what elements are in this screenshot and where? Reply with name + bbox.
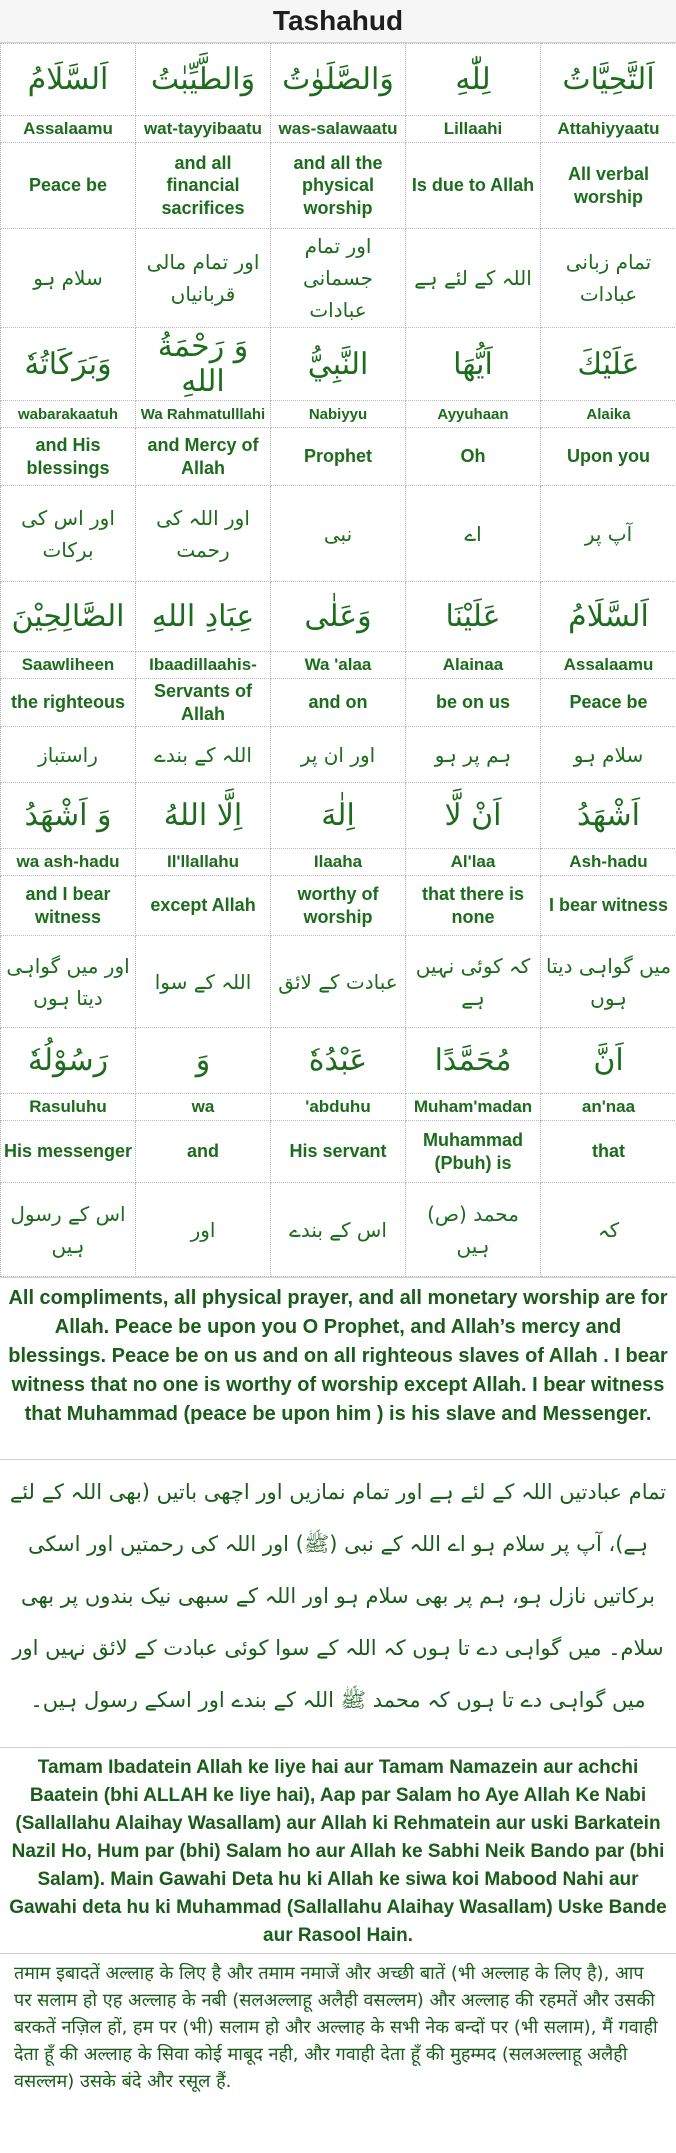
urdu-meaning: کہ	[541, 1183, 676, 1277]
transliteration-word: Ibaadillaahis-	[136, 652, 271, 679]
urdu-meaning: سلام ہو	[541, 727, 676, 783]
urdu-meaning: اور	[136, 1183, 271, 1277]
arabic-word: عَلَيْكَ	[541, 328, 676, 401]
english-meaning: Servants of Allah	[136, 679, 271, 727]
english-meaning: Muhammad (Pbuh) is	[406, 1121, 541, 1183]
arabic-row	[1, 44, 676, 116]
arabic-word: مُحَمَّدًا	[406, 1028, 541, 1094]
urdu-meaning: اور اس کی برکات	[1, 486, 136, 582]
arabic-word: رَسُوْلُهٗ	[1, 1028, 136, 1094]
arabic-word: وَ اَشْهَدُ	[1, 783, 136, 849]
english-row	[1, 679, 676, 727]
arabic-word: وَالطَّيِّبٰتُ	[136, 44, 271, 116]
transliteration-word: Attahiyyaatu	[541, 116, 676, 143]
arabic-row	[1, 582, 676, 652]
english-meaning: Is due to Allah	[406, 143, 541, 229]
urdu-meaning: اللہ کے بندے	[136, 727, 271, 783]
urdu-meaning: اس کے رسول ہیں	[1, 1183, 136, 1277]
english-translation: All compliments, all physical prayer, and all monetary worship are for Allah. Peace be upon you O Prophet, and Allah’s mercy and blessings. Peace be on us and on all righteous slaves of Allah . I bear witness that no one is worthy of worship except Allah. I bear witness that Muhammad (peace be upon him ) is his slave and Messenger.	[0, 1277, 676, 1459]
english-meaning: Prophet	[271, 428, 406, 486]
english-meaning: Upon you	[541, 428, 676, 486]
arabic-word: اَنْ لَّا	[406, 783, 541, 849]
transliteration-word: Muham'madan	[406, 1094, 541, 1121]
arabic-word: عَلَيْنَا	[406, 582, 541, 652]
translit-row	[1, 116, 676, 143]
arabic-row	[1, 328, 676, 401]
english-meaning: that there is none	[406, 876, 541, 936]
english-meaning: Oh	[406, 428, 541, 486]
urdu-meaning: تمام زبانی عبادات	[541, 229, 676, 328]
arabic-word: وَعَلٰى	[271, 582, 406, 652]
transliteration-word: wa	[136, 1094, 271, 1121]
english-meaning: and Mercy of Allah	[136, 428, 271, 486]
transliteration-word: Ilaaha	[271, 849, 406, 876]
transliteration-word: wat-tayyibaatu	[136, 116, 271, 143]
urdu-meaning: آپ پر	[541, 486, 676, 582]
transliteration-word: Alaika	[541, 401, 676, 428]
urdu-row	[1, 486, 676, 582]
english-meaning: All verbal worship	[541, 143, 676, 229]
translit-row	[1, 1094, 676, 1121]
arabic-word: الصَّالِحِيْنَ	[1, 582, 136, 652]
arabic-word: عِبَادِ اللهِ	[136, 582, 271, 652]
arabic-word: عَبْدُهٗ	[271, 1028, 406, 1094]
transliteration-word: Il'llallahu	[136, 849, 271, 876]
arabic-word: النَّبِيُّ	[271, 328, 406, 401]
english-meaning: and all the physical worship	[271, 143, 406, 229]
arabic-word: وَ	[136, 1028, 271, 1094]
english-meaning: that	[541, 1121, 676, 1183]
transliteration-word: was-salawaatu	[271, 116, 406, 143]
english-meaning: except Allah	[136, 876, 271, 936]
arabic-word: اَشْهَدُ	[541, 783, 676, 849]
urdu-meaning: اے	[406, 486, 541, 582]
arabic-word: اِلٰهَ	[271, 783, 406, 849]
urdu-meaning: اور تمام جسمانی عبادات	[271, 229, 406, 328]
urdu-meaning: میں گواہی دیتا ہوں	[541, 936, 676, 1028]
urdu-row	[1, 229, 676, 328]
english-meaning: Peace be	[1, 143, 136, 229]
transliteration-word: Al'laa	[406, 849, 541, 876]
urdu-meaning: اور میں گواہی دیتا ہوں	[1, 936, 136, 1028]
arabic-word: وَبَرَكَاتُهٗ	[1, 328, 136, 401]
urdu-meaning: عبادت کے لائق	[271, 936, 406, 1028]
urdu-meaning: اللہ کے لئے ہے	[406, 229, 541, 328]
roman-urdu-translation: Tamam Ibadatein Allah ke liye hai aur Tamam Namazein aur achchi Baatein (bhi ALLAH ke liye hai), Aap par Salam ho Aye Allah Ke Nabi (Sallallahu Alaihay Wasallam) aur Allah ki Rehmatein aur uski Barkatein Nazil Ho, Hum par (bhi) Salam ho aur Allah ke Sabhi Neik Bando par (bhi Salam). Main Gawahi Deta hu ki Allah ke siwa koi Mabood Nahi aur Gawahi deta hu ki Muhammad (Sallallahu Alaihay Wasallam) Uske Bande aur Rasool Hain.	[0, 1747, 676, 1953]
arabic-word: وَ رَحْمَةُ اللهِ	[136, 328, 271, 401]
urdu-row	[1, 936, 676, 1028]
hindi-translation: तमाम इबादतें अल्लाह के लिए है और तमाम नमाजें और अच्छी बातें (भी अल्लाह के लिए है), आप पर सलाम हो एह अल्लाह के नबी (सलअल्लाहू अलैही वसल्लम) और अल्लाह की रहमतें और उसकी बरकतें नज़िल हों, हम पर (भी) सलाम हो और अल्लाह के सभी नेक बन्दों पर (भी सलाम), मैं गवाही देता हूँ की अल्लाह के सिवा कोई माबूद नही, और गवाही देता हूँ की मुहम्मद (सलअल्लाहू अलैही वसल्लम) उसके बंदे और रसूल हैं.	[0, 1953, 676, 2153]
english-meaning: His servant	[271, 1121, 406, 1183]
english-meaning: and	[136, 1121, 271, 1183]
transliteration-word: Rasuluhu	[1, 1094, 136, 1121]
english-meaning: and His blessings	[1, 428, 136, 486]
arabic-row	[1, 1028, 676, 1094]
urdu-meaning: نبی	[271, 486, 406, 582]
english-meaning: worthy of worship	[271, 876, 406, 936]
english-meaning: and all financial sacrifices	[136, 143, 271, 229]
english-row	[1, 143, 676, 229]
transliteration-word: Lillaahi	[406, 116, 541, 143]
urdu-meaning: کہ کوئی نہیں ہے	[406, 936, 541, 1028]
arabic-word: اِلَّا اللهُ	[136, 783, 271, 849]
urdu-meaning: سلام ہو	[1, 229, 136, 328]
urdu-row	[1, 727, 676, 783]
transliteration-word: Wa Rahmatulllahi	[136, 401, 271, 428]
urdu-translation: تمام عبادتیں اللہ کے لئے ہے اور تمام نمازیں اور اچھی باتیں (بھی اللہ کے لئے ہے)، آپ پر سلام ہو اے اللہ کے نبی (ﷺ) اور اللہ کی رحمتیں اور اسکی برکاتیں نازل ہو، ہم پر بھی سلام ہو اور اللہ کے سبھی نیک بندوں پر بھی سلام۔ میں گواہی دے تا ہوں کہ اللہ کے سوا کوئی عبادت کے لائق نہیں اور میں گواہی دے تا ہوں کہ محمد ﷺ اللہ کے بندے اور اسکے رسول ہیں۔	[0, 1459, 676, 1747]
urdu-meaning: اس کے بندے	[271, 1183, 406, 1277]
urdu-meaning: راستباز	[1, 727, 136, 783]
arabic-word: اَيُّهَا	[406, 328, 541, 401]
transliteration-word: an'naa	[541, 1094, 676, 1121]
english-meaning: be on us	[406, 679, 541, 727]
english-meaning: and on	[271, 679, 406, 727]
word-grid	[0, 43, 676, 1277]
arabic-word: اَنَّ	[541, 1028, 676, 1094]
english-row	[1, 1121, 676, 1183]
transliteration-word: Assalaamu	[1, 116, 136, 143]
translit-row	[1, 849, 676, 876]
arabic-word: اَلسَّلَامُ	[1, 44, 136, 116]
urdu-meaning: محمد (ص) ہیں	[406, 1183, 541, 1277]
translit-row	[1, 652, 676, 679]
arabic-row	[1, 783, 676, 849]
urdu-meaning: ہم پر ہو	[406, 727, 541, 783]
transliteration-word: Nabiyyu	[271, 401, 406, 428]
urdu-row	[1, 1183, 676, 1277]
transliteration-word: 'abduhu	[271, 1094, 406, 1121]
arabic-word: لِلّٰهِ	[406, 44, 541, 116]
transliteration-word: Assalaamu	[541, 652, 676, 679]
translit-row	[1, 401, 676, 428]
transliteration-word: wabarakaatuh	[1, 401, 136, 428]
arabic-word: اَلتَّحِيَّاتُ	[541, 44, 676, 116]
english-meaning: and I bear witness	[1, 876, 136, 936]
transliteration-word: Ash-hadu	[541, 849, 676, 876]
english-row	[1, 428, 676, 486]
english-meaning: Peace be	[541, 679, 676, 727]
english-meaning: the righteous	[1, 679, 136, 727]
page-title: Tashahud	[0, 0, 676, 43]
transliteration-word: Alainaa	[406, 652, 541, 679]
transliteration-word: Wa 'alaa	[271, 652, 406, 679]
english-meaning: I bear witness	[541, 876, 676, 936]
transliteration-word: Saawliheen	[1, 652, 136, 679]
transliteration-word: wa ash-hadu	[1, 849, 136, 876]
urdu-meaning: اللہ کے سوا	[136, 936, 271, 1028]
transliteration-word: Ayyuhaan	[406, 401, 541, 428]
urdu-meaning: اور تمام مالی قربانیاں	[136, 229, 271, 328]
english-meaning: His messenger	[1, 1121, 136, 1183]
arabic-word: اَلسَّلَامُ	[541, 582, 676, 652]
urdu-meaning: اور اللہ کی رحمت	[136, 486, 271, 582]
urdu-meaning: اور ان پر	[271, 727, 406, 783]
arabic-word: وَالصَّلَوٰتُ	[271, 44, 406, 116]
english-row	[1, 876, 676, 936]
